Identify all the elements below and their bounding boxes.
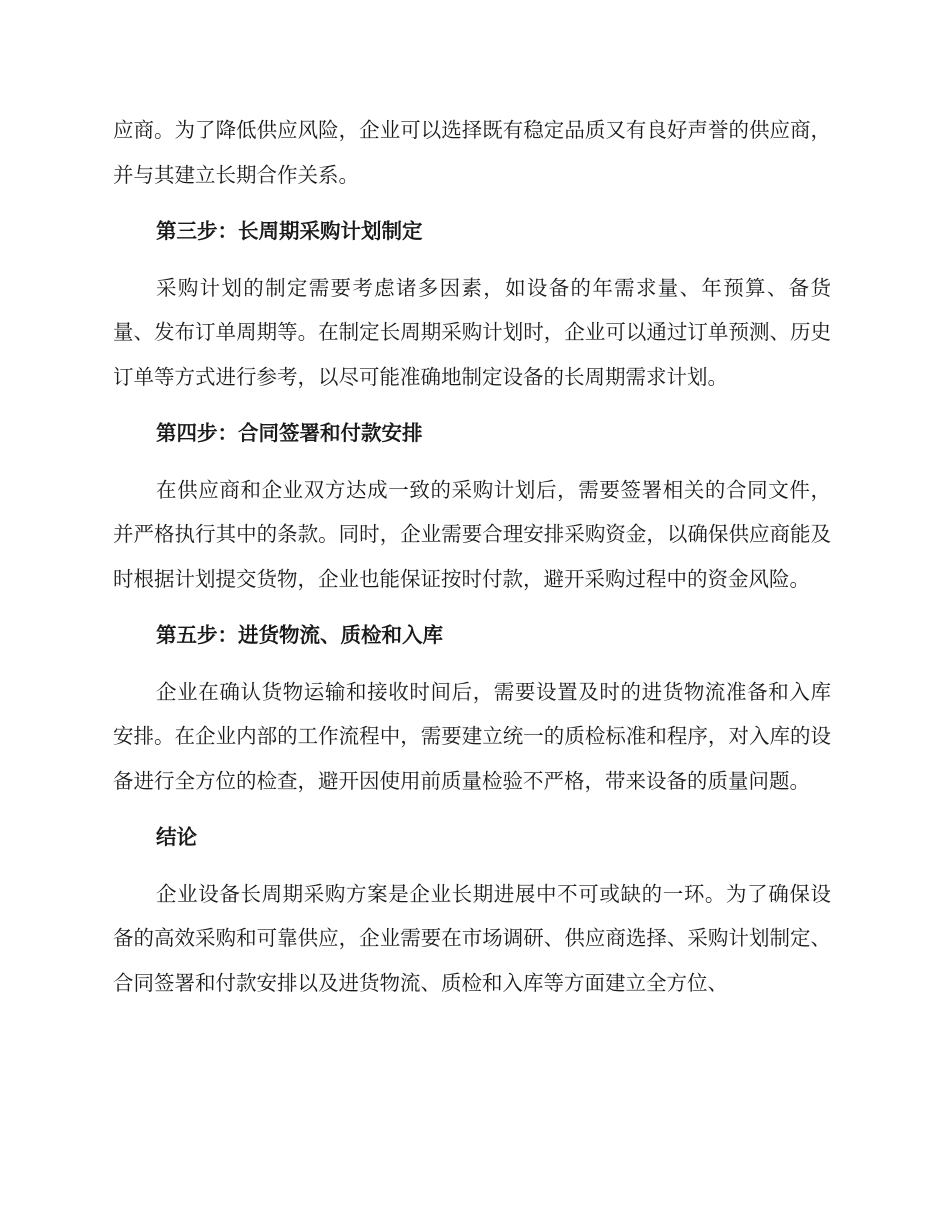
section-body-step5: 企业在确认货物运输和接收时间后，需要设置及时的进货物流准备和入库安排。在企业内部的工作流程中，需要建立统一的质检标准和程序，对入库的设备进行全方位的检查，避开因使用前质量检验不严格，带来设备的质量问题。 xyxy=(113,679,831,793)
section-body-conclusion: 企业设备长周期采购方案是企业长期进展中不可或缺的一环。为了确保设备的高效采购和可靠供应，企业需要在市场调研、供应商选择、采购计划制定、合同签署和付款安排以及进货物流、质检和入库等方面建立全方位、 xyxy=(113,881,831,995)
intro-paragraph: 应商。为了降低供应风险，企业可以选择既有稳定品质又有良好声誉的供应商，并与其建立长期合作关系。 xyxy=(113,118,831,187)
section-heading-step3: 第三步：长周期采购计划制定 xyxy=(156,219,423,243)
section-body-step4: 在供应商和企业双方达成一致的采购计划后，需要签署相关的合同文件，并严格执行其中的条款。同时，企业需要合理安排采购资金，以确保供应商能及时根据计划提交货物，企业也能保证按时付款，避开采购过程中的资金风险。 xyxy=(113,477,831,591)
section-heading-step5: 第五步：进货物流、质检和入库 xyxy=(156,623,443,647)
section-body-step3: 采购计划的制定需要考虑诸多因素，如设备的年需求量、年预算、备货量、发布订单周期等。在制定长周期采购计划时，企业可以通过订单预测、历史订单等方式进行参考，以尽可能准确地制定设备的长周期需求计划。 xyxy=(113,275,831,389)
section-heading-conclusion: 结论 xyxy=(156,825,197,849)
section-heading-step4: 第四步：合同签署和付款安排 xyxy=(156,421,423,445)
document-body xyxy=(113,108,831,1005)
